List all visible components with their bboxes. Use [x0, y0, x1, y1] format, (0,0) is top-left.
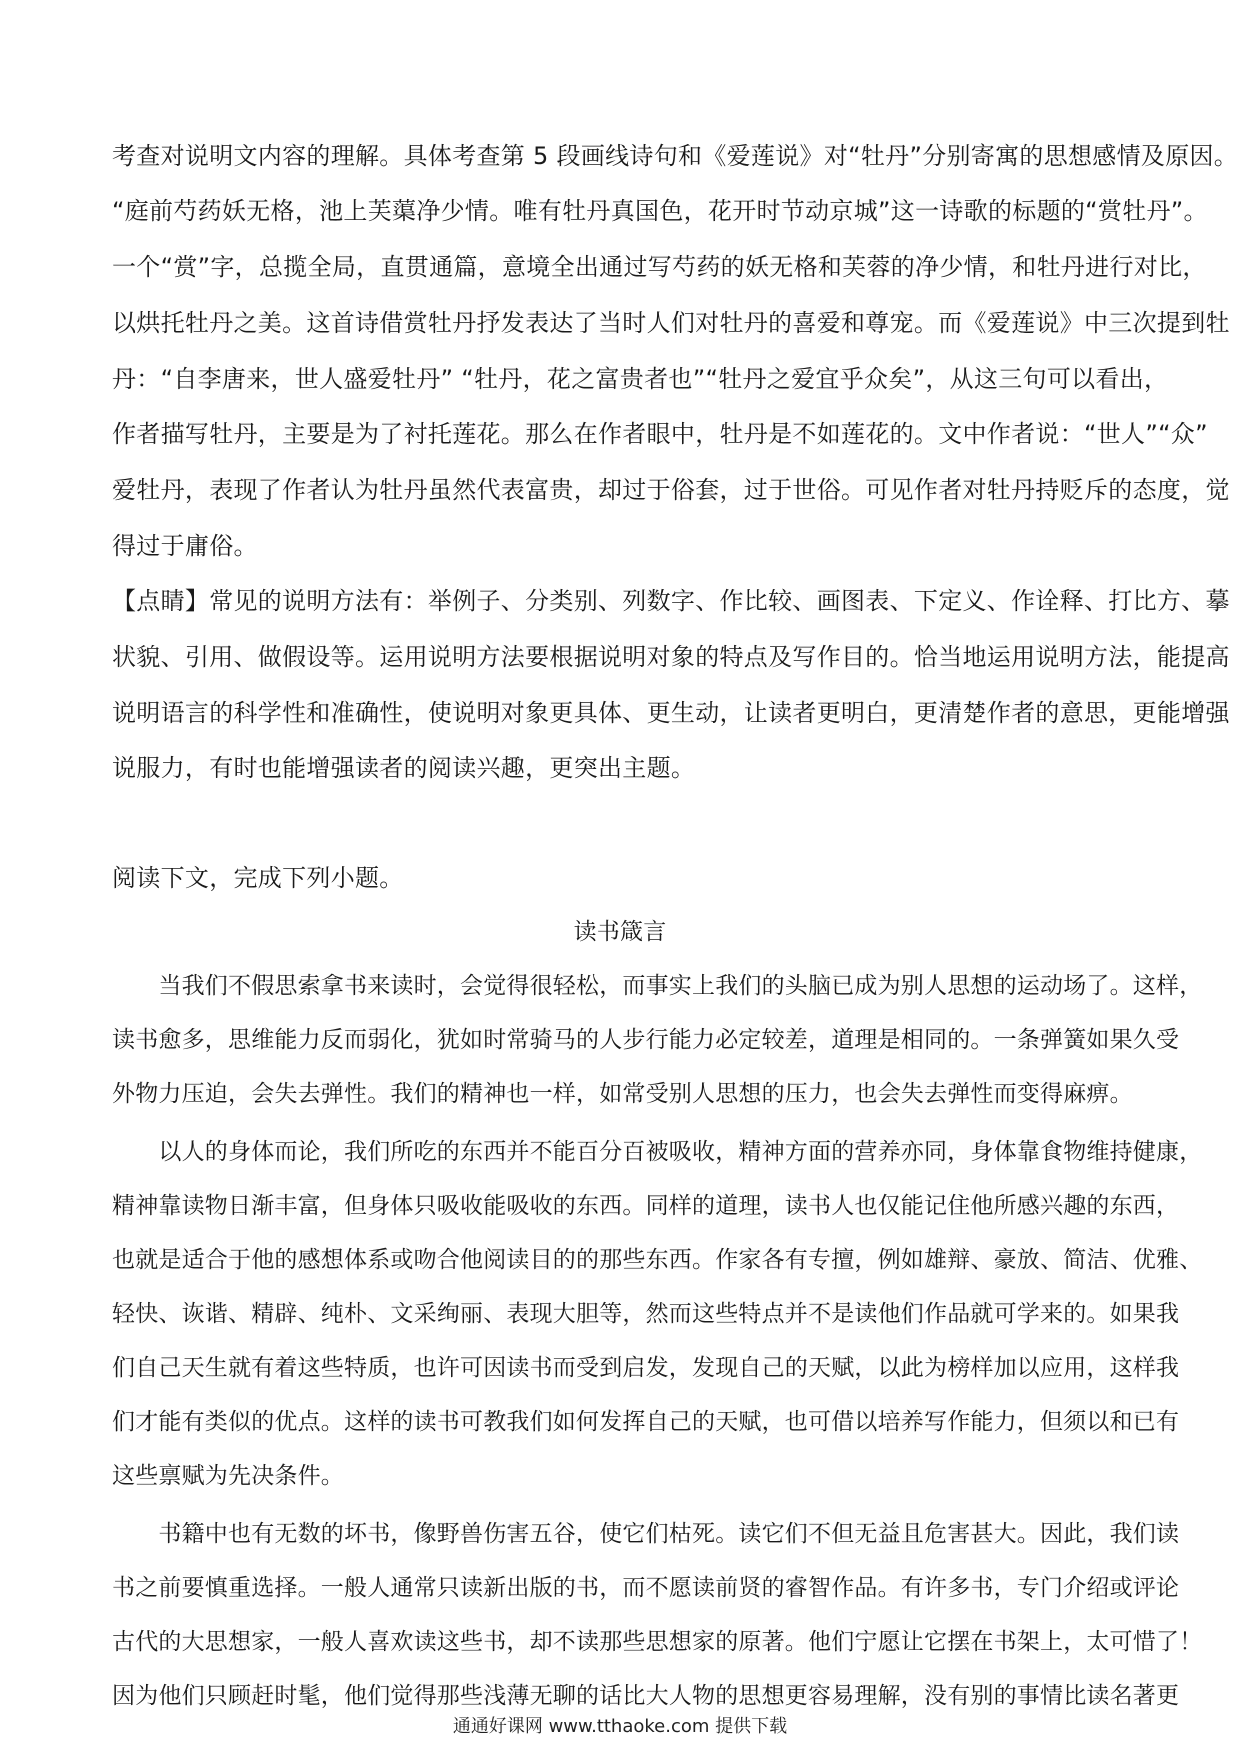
article-line: 们自己天生就有着这些特质，也许可因读书而受到启发，发现自己的天赋，以此为榜样加以应用，这样我	[112, 1355, 1180, 1381]
article-line: 们才能有类似的优点。这样的读书可教我们如何发挥自己的天赋，也可借以培养写作能力，但须以和已有	[112, 1409, 1180, 1435]
article-line: 以人的身体而论，我们所吃的东西并不能百分百被吸收，精神方面的营养亦同，身体靠食物维持健康，	[112, 1139, 1203, 1165]
analysis-line: 作者描写牡丹，主要是为了衬托莲花。那么在作者眼中，牡丹是不如莲花的。文中作者说：“世人”“众”	[112, 420, 1208, 448]
tip-line: 说明语言的科学性和准确性，使说明对象更具体、更生动，让读者更明白，更清楚作者的意思，更能增强	[112, 699, 1230, 727]
analysis-line: 考查对说明文内容的理解。具体考查第 5 段画线诗句和《爱莲说》对“牡丹”分别寄寓的思想感情及原因。	[112, 142, 1239, 170]
article-line: 古代的大思想家，一般人喜欢读这些书，却不读那些思想家的原著。他们宁愿让它摆在书架上，太可惜了！	[112, 1629, 1203, 1655]
analysis-line: 以烘托牡丹之美。这首诗借赏牡丹抒发表达了当时人们对牡丹的喜爱和尊宠。而《爱莲说》中三次提到牡	[112, 309, 1230, 337]
article-line: 外物力压迫，会失去弹性。我们的精神也一样，如常受别人思想的压力，也会失去弹性而变得麻痹。	[112, 1081, 1133, 1107]
tip-line: 状貌、引用、做假设等。运用说明方法要根据说明对象的特点及写作目的。恰当地运用说明方法，能提高	[112, 643, 1230, 671]
article-line: 也就是适合于他的感想体系或吻合他阅读目的的那些东西。作家各有专擅，例如雄辩、豪放、简洁、优雅、	[112, 1247, 1203, 1273]
page-footer[interactable]: 通通好课网 www.tthaoke.com 提供下载	[452, 1716, 788, 1737]
analysis-line: 爱牡丹，表现了作者认为牡丹虽然代表富贵，却过于俗套，过于世俗。可见作者对牡丹持贬斥的态度，觉	[112, 476, 1230, 504]
analysis-line: “庭前芍药妖无格，池上芙蕖净少情。唯有牡丹真国色，花开时节动京城”这一诗歌的标题的“赏牡丹”。	[112, 197, 1208, 225]
article-line: 当我们不假思索拿书来读时，会觉得很轻松，而事实上我们的头脑已成为别人思想的运动场了。这样，	[112, 973, 1203, 999]
article-line: 精神靠读物日渐丰富，但身体只吸收能吸收的东西。同样的道理，读书人也仅能记住他所感兴趣的东西，	[112, 1193, 1180, 1219]
tip-line: 说服力，有时也能增强读者的阅读兴趣，更突出主题。	[112, 754, 696, 782]
article-line: 读书愈多，思维能力反而弱化，犹如时常骑马的人步行能力必定较差，道理是相同的。一条弹簧如果久受	[112, 1027, 1180, 1053]
analysis-line: 得过于庸俗。	[112, 532, 258, 560]
tip-line: 【点睛】常见的说明方法有：举例子、分类别、列数字、作比较、画图表、下定义、作诠释、打比方、摹	[112, 587, 1230, 615]
analysis-line: 丹：“自李唐来，世人盛爱牡丹” “牡丹，花之富贵者也”“牡丹之爱宜乎众矣”，从这三句可以看出，	[112, 365, 1169, 393]
analysis-line: 一个“赏”字，总揽全局，直贯通篇，意境全出通过写芍药的妖无格和芙蓉的净少情，和牡丹进行对比，	[112, 253, 1207, 281]
article-line: 书之前要慎重选择。一般人通常只读新出版的书，而不愿读前贤的睿智作品。有许多书，专门介绍或评论	[112, 1575, 1180, 1601]
article-title: 读书箴言	[573, 919, 667, 945]
reading-instruction: 阅读下文，完成下列小题。	[112, 864, 404, 892]
article-line: 书籍中也有无数的坏书，像野兽伤害五谷，使它们枯死。读它们不但无益且危害甚大。因此，我们读	[112, 1521, 1180, 1547]
article-line: 因为他们只顾赶时髦，他们觉得那些浅薄无聊的话比大人物的思想更容易理解，没有别的事情比读名著更	[112, 1683, 1180, 1709]
article-line: 轻快、诙谐、精辟、纯朴、文采绚丽、表现大胆等，然而这些特点并不是读他们作品就可学来的。如果我	[112, 1301, 1180, 1327]
article-line: 这些禀赋为先决条件。	[112, 1463, 344, 1489]
